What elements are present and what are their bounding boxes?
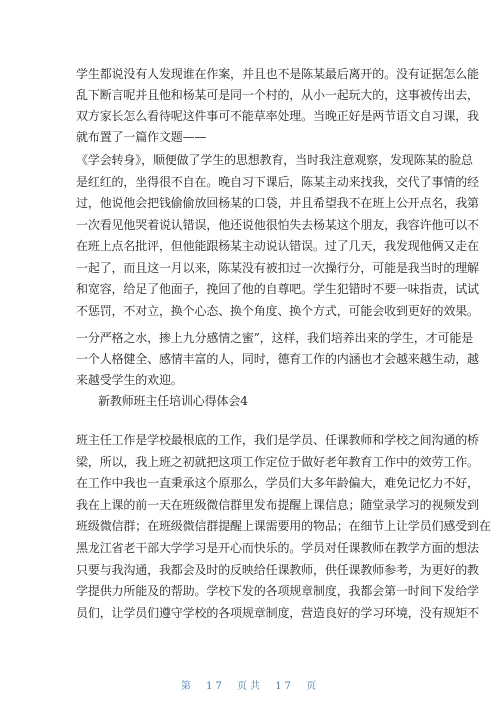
text-line: 黑龙江省老干部大学学习是开心而快乐的。学员对任课教师在教学方面的想法 (76, 540, 479, 555)
text-line: 班级微信群；在班级微信群提醒上课需要用的物品；在细节上让学员们感受到在 (76, 519, 491, 534)
text-line: 一起了，而且这一月以来，陈某没有被扣过一次操行分，可能是我当时的理解 (76, 260, 479, 275)
text-line: 一个人格健全、感情丰富的人，同时，德育工作的内涵也才会越来越生动，越 (76, 352, 479, 366)
text-line: 就布置了一篇作文题—— (76, 130, 207, 144)
text-line: 一分严格之水，掺上九分感情之蜜”，这样，我们培养出来的学生，才可能是 (76, 331, 474, 345)
text-line: 过，他说他会把钱偷偷放回杨某的口袋，并且希望我不在班上公开点名，我第 (76, 196, 479, 210)
current-page-number: 17 (206, 681, 225, 692)
text-line: 只要与我沟通，我都会及时的反映给任课教师，供任课教师参考，为更好的教 (76, 562, 479, 577)
text-line: 乱下断言呢并且他和杨某可是同一个村的，从小一起玩大的，这事被传出去， (76, 88, 479, 102)
text-line: 不惩罚，不对立，换个心态、换个角度、换个方式，可能会收到更好的效果。 (76, 303, 479, 318)
text-line: 学提供力所能及的帮助。学校下发的各项规章制度，我都会第一时间下发给学 (76, 584, 479, 599)
text-line: 在工作中我也一直秉承这个原那么，学员们大多年龄偏大，难免记忆力不好， (76, 476, 479, 491)
paragraph-3 (76, 328, 479, 391)
text-line: 在班上点名批评，但他能跟杨某主动说认错误。过了几天，我发现他俩又走在 (76, 239, 479, 253)
text-line: 学生都说没有人发现谁在作案，并且也不是陈某最后离开的。没有证据怎么能 (76, 67, 479, 81)
text-line: 来越受学生的欢迎。 (76, 373, 183, 387)
paragraph-4 (76, 430, 491, 624)
text-line: 双方家长怎么看待呢这件事可不能草率处理。当晚正好是两节语文自习课，我 (76, 109, 479, 123)
paragraph-1 (76, 64, 479, 148)
text-line: 梁，所以，我上班之初就把这项工作定位于做好老年教育工作中的效劳工作。 (76, 454, 479, 469)
section-heading (98, 392, 446, 410)
footer-middle: 页共 (237, 681, 263, 692)
text-line: 我在上课的前一天在班级微信群里发布提醒上课信息；随堂录学习的视频发到 (76, 497, 479, 512)
text-line: 班主任工作是学校最根底的工作，我们是学员、任课教师和学校之间沟通的桥 (76, 433, 479, 447)
text-line: 是红红的，坐得很不自在。晚自习下课后，陈某主动来找我，交代了事情的经 (76, 174, 479, 189)
footer-suffix: 页 (306, 681, 320, 692)
page-footer (0, 677, 500, 692)
text-line: 和宽容，给足了他面子，挽回了他的自尊吧。学生犯错时不要一味指责，试试 (76, 282, 479, 296)
text-line: 《学会转身》，顺便做了学生的思想教育，当时我注意观察，发现陈某的脸总 (76, 153, 473, 167)
total-page-number: 17 (275, 681, 294, 692)
text-line: 员们，让学员们遵守学校的各项规章制度，营造良好的学习环境，没有规矩不 (76, 605, 479, 620)
paragraph-2 (76, 150, 479, 322)
text-line: 一次看见他哭着说认错误，他还说他很怕失去杨某这个朋友，我容许他可以不 (76, 217, 479, 232)
footer-prefix: 第 (180, 681, 194, 692)
heading-text: 新教师班主任培训心得体会4 (98, 394, 248, 408)
